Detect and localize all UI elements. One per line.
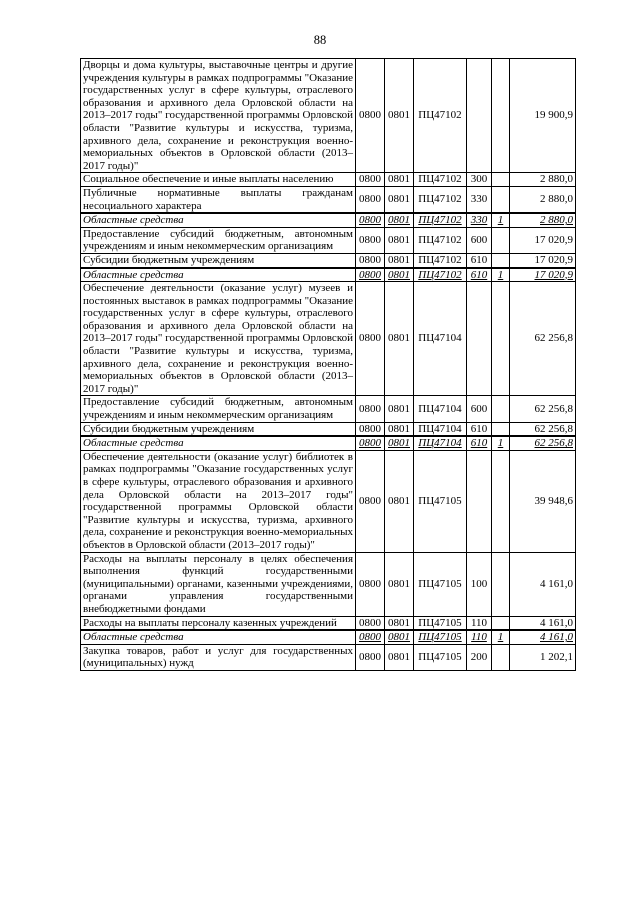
row-name: Субсидии бюджетным учреждениям	[81, 422, 356, 436]
amount: 2 880,0	[510, 213, 576, 227]
funding-source-code	[492, 186, 510, 213]
expense-type-code: 600	[467, 227, 492, 253]
funding-source-code: 1	[492, 213, 510, 227]
row-name: Областные средства	[81, 630, 356, 644]
section-code: 0800	[356, 436, 385, 450]
target-article-code: ПЦ47104	[414, 282, 467, 396]
subsection-code: 0801	[385, 173, 414, 187]
table-row	[81, 552, 576, 616]
amount: 2 880,0	[510, 186, 576, 213]
target-article-code: ПЦ47105	[414, 644, 467, 670]
regional-funds-row	[81, 268, 576, 282]
subsection-code: 0801	[385, 186, 414, 213]
row-name: Обеспечение деятельности (оказание услуг) музеев и постоянных выставок в рамках подпрограммы "Оказание государственных услуг в сфере культуры, отраслевого образования и архивного дела Орловской области на 2013–2017 годы" государственной программы Орловской области "Развитие культуры и искусства, туризма, архивного дела, сохранение и реконструкция военно-мемориальных объектов в Орловской области (2013–2017 годы)"	[81, 282, 356, 396]
row-name: Областные средства	[81, 268, 356, 282]
funding-source-code	[492, 59, 510, 173]
amount: 4 161,0	[510, 616, 576, 630]
section-code: 0800	[356, 552, 385, 616]
section-code: 0800	[356, 450, 385, 552]
budget-table-body	[81, 59, 576, 671]
section-code: 0800	[356, 644, 385, 670]
table-row	[81, 253, 576, 267]
subsection-code: 0801	[385, 616, 414, 630]
amount: 4 161,0	[510, 630, 576, 644]
funding-source-code	[492, 282, 510, 396]
table-row	[81, 644, 576, 670]
expense-type-code: 610	[467, 422, 492, 436]
target-article-code: ПЦ47102	[414, 213, 467, 227]
funding-source-code	[492, 450, 510, 552]
section-code: 0800	[356, 396, 385, 422]
amount: 17 020,9	[510, 268, 576, 282]
amount: 62 256,8	[510, 422, 576, 436]
table-row	[81, 173, 576, 187]
section-code: 0800	[356, 282, 385, 396]
target-article-code: ПЦ47102	[414, 227, 467, 253]
expense-type-code: 610	[467, 436, 492, 450]
subsection-code: 0801	[385, 552, 414, 616]
regional-funds-row	[81, 436, 576, 450]
funding-source-code: 1	[492, 268, 510, 282]
amount: 1 202,1	[510, 644, 576, 670]
expense-type-code	[467, 450, 492, 552]
subsection-code: 0801	[385, 630, 414, 644]
subsection-code: 0801	[385, 450, 414, 552]
expense-type-code: 110	[467, 630, 492, 644]
row-name: Предоставление субсидий бюджетным, автономным учреждениям и иным некоммерческим организациям	[81, 396, 356, 422]
row-name: Публичные нормативные выплаты гражданам несоциального характера	[81, 186, 356, 213]
target-article-code: ПЦ47104	[414, 422, 467, 436]
section-code: 0800	[356, 616, 385, 630]
target-article-code: ПЦ47105	[414, 616, 467, 630]
subsection-code: 0801	[385, 396, 414, 422]
amount: 17 020,9	[510, 227, 576, 253]
expense-type-code: 330	[467, 186, 492, 213]
expense-type-code: 600	[467, 396, 492, 422]
budget-table	[80, 58, 576, 671]
table-row	[81, 616, 576, 630]
row-name: Областные средства	[81, 436, 356, 450]
target-article-code: ПЦ47102	[414, 173, 467, 187]
section-code: 0800	[356, 173, 385, 187]
row-name: Предоставление субсидий бюджетным, автономным учреждениям и иным некоммерческим организациям	[81, 227, 356, 253]
expense-type-code: 200	[467, 644, 492, 670]
row-name: Обеспечение деятельности (оказание услуг) библиотек в рамках подпрограммы "Оказание государственных услуг в сфере культуры, отраслевого образования и архивного дела Орловской области на 2013–2017 годы" государственной программы Орловской области "Развитие культуры и искусства, туризма, архивного дела, сохранение и реконструкция военно-мемориальных объектов в Орловской области (2013–2017 годы)"	[81, 450, 356, 552]
row-name: Закупка товаров, работ и услуг для государственных (муниципальных) нужд	[81, 644, 356, 670]
funding-source-code: 1	[492, 630, 510, 644]
expense-type-code: 110	[467, 616, 492, 630]
section-code: 0800	[356, 213, 385, 227]
target-article-code: ПЦ47105	[414, 630, 467, 644]
expense-type-code	[467, 282, 492, 396]
subsection-code: 0801	[385, 422, 414, 436]
amount: 62 256,8	[510, 436, 576, 450]
table-row	[81, 396, 576, 422]
table-row	[81, 282, 576, 396]
expense-type-code: 300	[467, 173, 492, 187]
amount: 62 256,8	[510, 282, 576, 396]
target-article-code: ПЦ47102	[414, 59, 467, 173]
funding-source-code	[492, 422, 510, 436]
target-article-code: ПЦ47102	[414, 253, 467, 267]
regional-funds-row	[81, 213, 576, 227]
amount: 62 256,8	[510, 396, 576, 422]
row-name: Субсидии бюджетным учреждениям	[81, 253, 356, 267]
section-code: 0800	[356, 422, 385, 436]
table-row	[81, 450, 576, 552]
expense-type-code: 610	[467, 268, 492, 282]
funding-source-code	[492, 616, 510, 630]
amount: 4 161,0	[510, 552, 576, 616]
amount: 2 880,0	[510, 173, 576, 187]
funding-source-code	[492, 227, 510, 253]
regional-funds-row	[81, 630, 576, 644]
section-code: 0800	[356, 59, 385, 173]
row-name: Социальное обеспечение и иные выплаты населению	[81, 173, 356, 187]
funding-source-code	[492, 173, 510, 187]
table-row	[81, 227, 576, 253]
page-number: 88	[313, 33, 327, 47]
expense-type-code: 100	[467, 552, 492, 616]
section-code: 0800	[356, 268, 385, 282]
amount: 39 948,6	[510, 450, 576, 552]
expense-type-code	[467, 59, 492, 173]
subsection-code: 0801	[385, 213, 414, 227]
section-code: 0800	[356, 186, 385, 213]
row-name: Расходы на выплаты персоналу казенных учреждений	[81, 616, 356, 630]
row-name: Областные средства	[81, 213, 356, 227]
funding-source-code	[492, 644, 510, 670]
target-article-code: ПЦ47102	[414, 186, 467, 213]
funding-source-code	[492, 396, 510, 422]
section-code: 0800	[356, 253, 385, 267]
subsection-code: 0801	[385, 253, 414, 267]
section-code: 0800	[356, 227, 385, 253]
amount: 17 020,9	[510, 253, 576, 267]
amount: 19 900,9	[510, 59, 576, 173]
target-article-code: ПЦ47104	[414, 436, 467, 450]
subsection-code: 0801	[385, 436, 414, 450]
table-row	[81, 422, 576, 436]
target-article-code: ПЦ47102	[414, 268, 467, 282]
subsection-code: 0801	[385, 268, 414, 282]
subsection-code: 0801	[385, 227, 414, 253]
table-row	[81, 186, 576, 213]
funding-source-code	[492, 552, 510, 616]
row-name: Расходы на выплаты персоналу в целях обеспечения выполнения функций государственными (муниципальными) органами, казенными учреждениями, органами управления государственными внебюджетными фондами	[81, 552, 356, 616]
section-code: 0800	[356, 630, 385, 644]
subsection-code: 0801	[385, 59, 414, 173]
funding-source-code: 1	[492, 436, 510, 450]
target-article-code: ПЦ47104	[414, 396, 467, 422]
target-article-code: ПЦ47105	[414, 552, 467, 616]
target-article-code: ПЦ47105	[414, 450, 467, 552]
expense-type-code: 610	[467, 253, 492, 267]
row-name: Дворцы и дома культуры, выставочные центры и другие учреждения культуры в рамках подпрограммы "Оказание государственных услуг в сфере культуры, отраслевого образования и архивного дела Орловской области на 2013–2017 годы" государственной программы Орловской области "Развитие культуры и искусства, туризма, архивного дела, сохранение и реконструкция военно-мемориальных объектов в Орловской области (2013–2017 годы)"	[81, 59, 356, 173]
subsection-code: 0801	[385, 282, 414, 396]
funding-source-code	[492, 253, 510, 267]
subsection-code: 0801	[385, 644, 414, 670]
table-row	[81, 59, 576, 173]
expense-type-code: 330	[467, 213, 492, 227]
